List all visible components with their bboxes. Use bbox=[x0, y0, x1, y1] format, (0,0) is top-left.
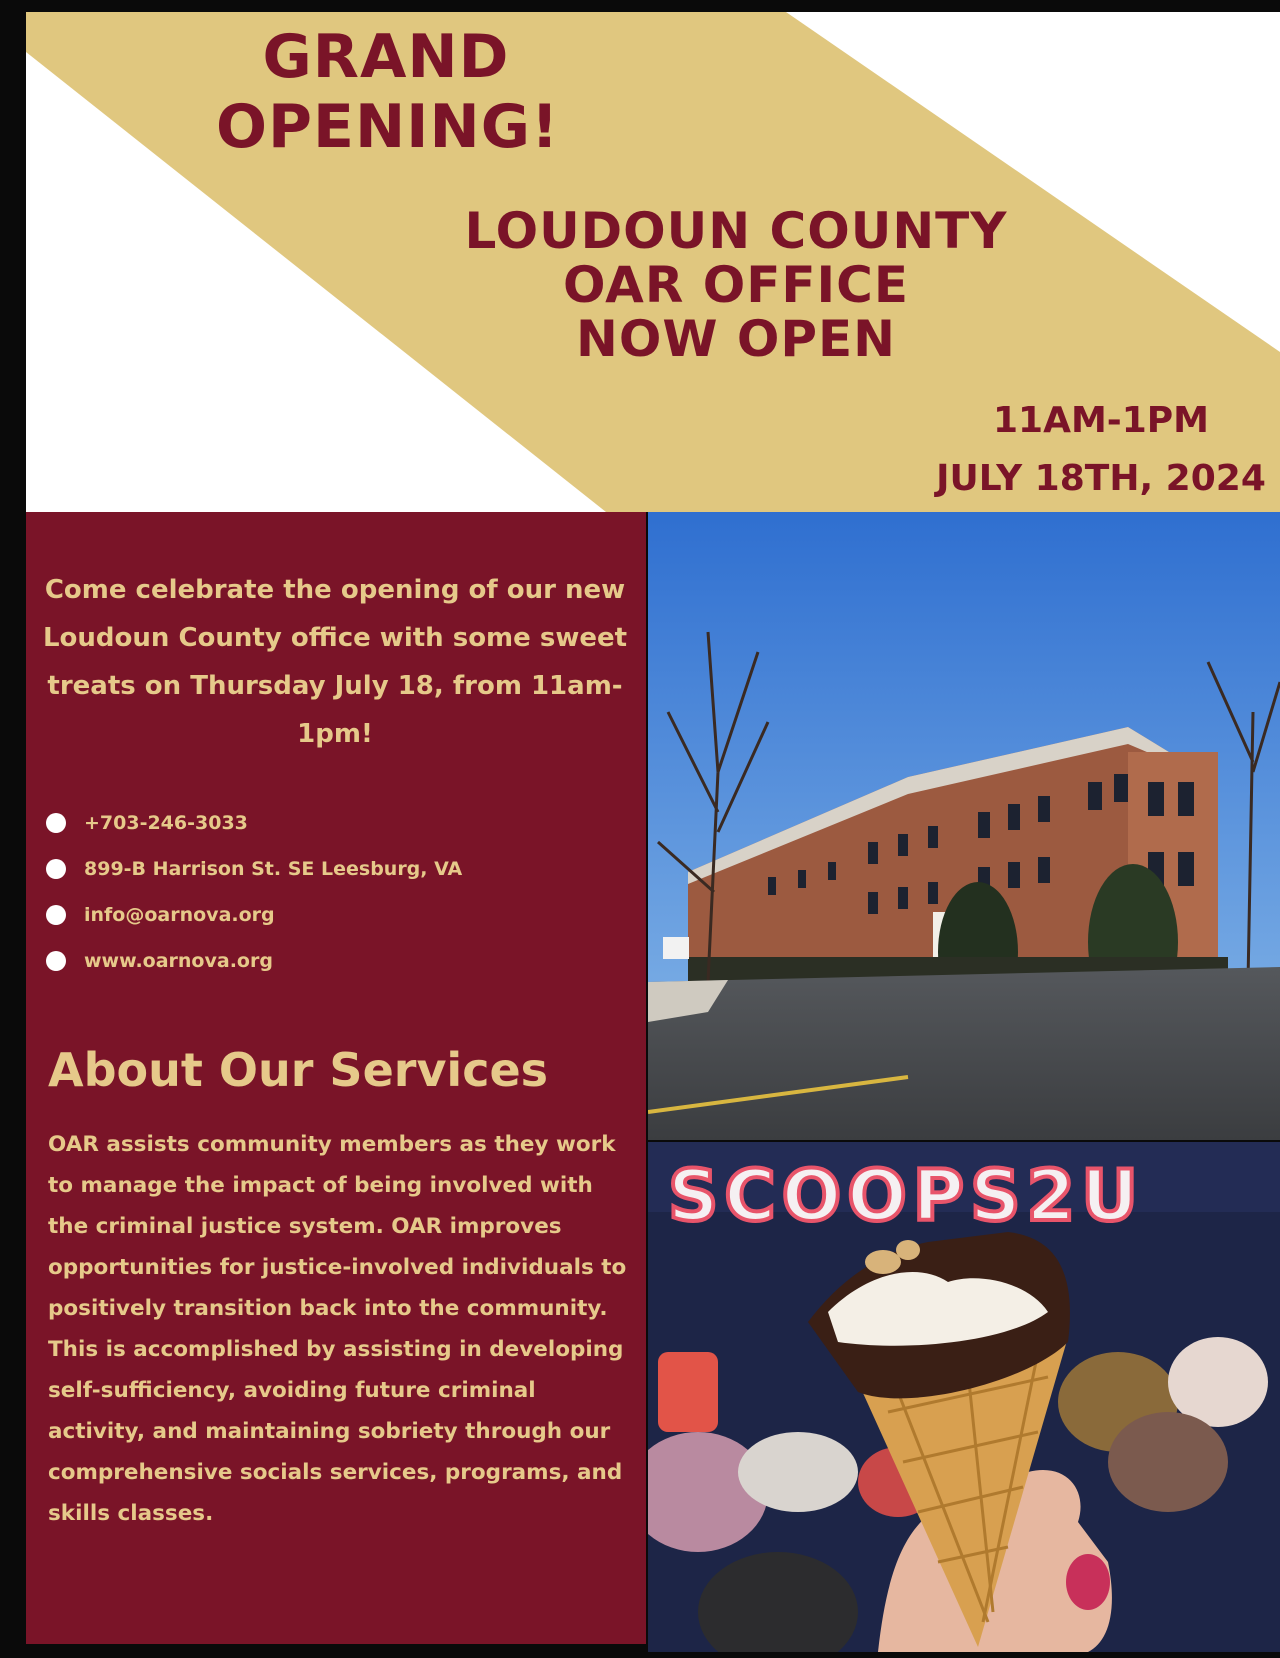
office-title-line-2: OAR OFFICE bbox=[562, 256, 910, 314]
address-text: 899-B Harrison St. SE Leesburg, VA bbox=[84, 858, 463, 880]
contact-website bbox=[46, 938, 626, 984]
contact-address bbox=[46, 846, 626, 892]
event-date: JULY 18TH, 2024 bbox=[936, 458, 1266, 499]
grand-opening-line-2: OPENING! bbox=[216, 92, 560, 162]
contact-email bbox=[46, 892, 626, 938]
grand-opening-line-1: GRAND bbox=[262, 22, 510, 92]
contact-list bbox=[46, 800, 626, 984]
bullet-icon bbox=[46, 859, 66, 879]
bullet-icon bbox=[46, 905, 66, 925]
website-text: www.oarnova.org bbox=[84, 950, 273, 972]
office-title-line-3: NOW OPEN bbox=[575, 310, 897, 368]
contact-phone bbox=[46, 800, 626, 846]
info-panel bbox=[26, 512, 646, 1644]
about-body: OAR assists community members as they work to manage the impact of being involved with the criminal justice system. OAR improves opportunities for justice-involved individuals to positively transition back into the community. This is accomplished by assisting in developing self-sufficiency, avoiding future criminal activity, and maintaining sobriety through our comprehensive socials services, programs, and skills classes. bbox=[48, 1132, 627, 1526]
grand-opening-heading bbox=[216, 22, 560, 162]
photo-column bbox=[648, 512, 1280, 1652]
email-text: info@oarnova.org bbox=[84, 904, 275, 926]
about-heading: About Our Services bbox=[48, 1043, 549, 1097]
event-time: 11AM-1PM bbox=[993, 400, 1209, 441]
office-title-line-1: LOUDOUN COUNTY bbox=[464, 202, 1008, 260]
phone-text: +703-246-3033 bbox=[84, 812, 248, 834]
event-when bbox=[921, 392, 1280, 508]
bullet-icon bbox=[46, 951, 66, 971]
bullet-icon bbox=[46, 813, 66, 833]
intro-text: Come celebrate the opening of our new Loudoun County office with some sweet treats on Thursday July 18, from 11am-1pm! bbox=[42, 575, 628, 749]
header-section bbox=[26, 12, 1280, 512]
office-building-photo bbox=[648, 512, 1280, 1140]
ice-cream-cone-photo bbox=[648, 1142, 1280, 1652]
scoops2u-sign-text: SCOOPS2U bbox=[668, 1155, 1145, 1237]
office-now-open-heading bbox=[416, 204, 1056, 366]
